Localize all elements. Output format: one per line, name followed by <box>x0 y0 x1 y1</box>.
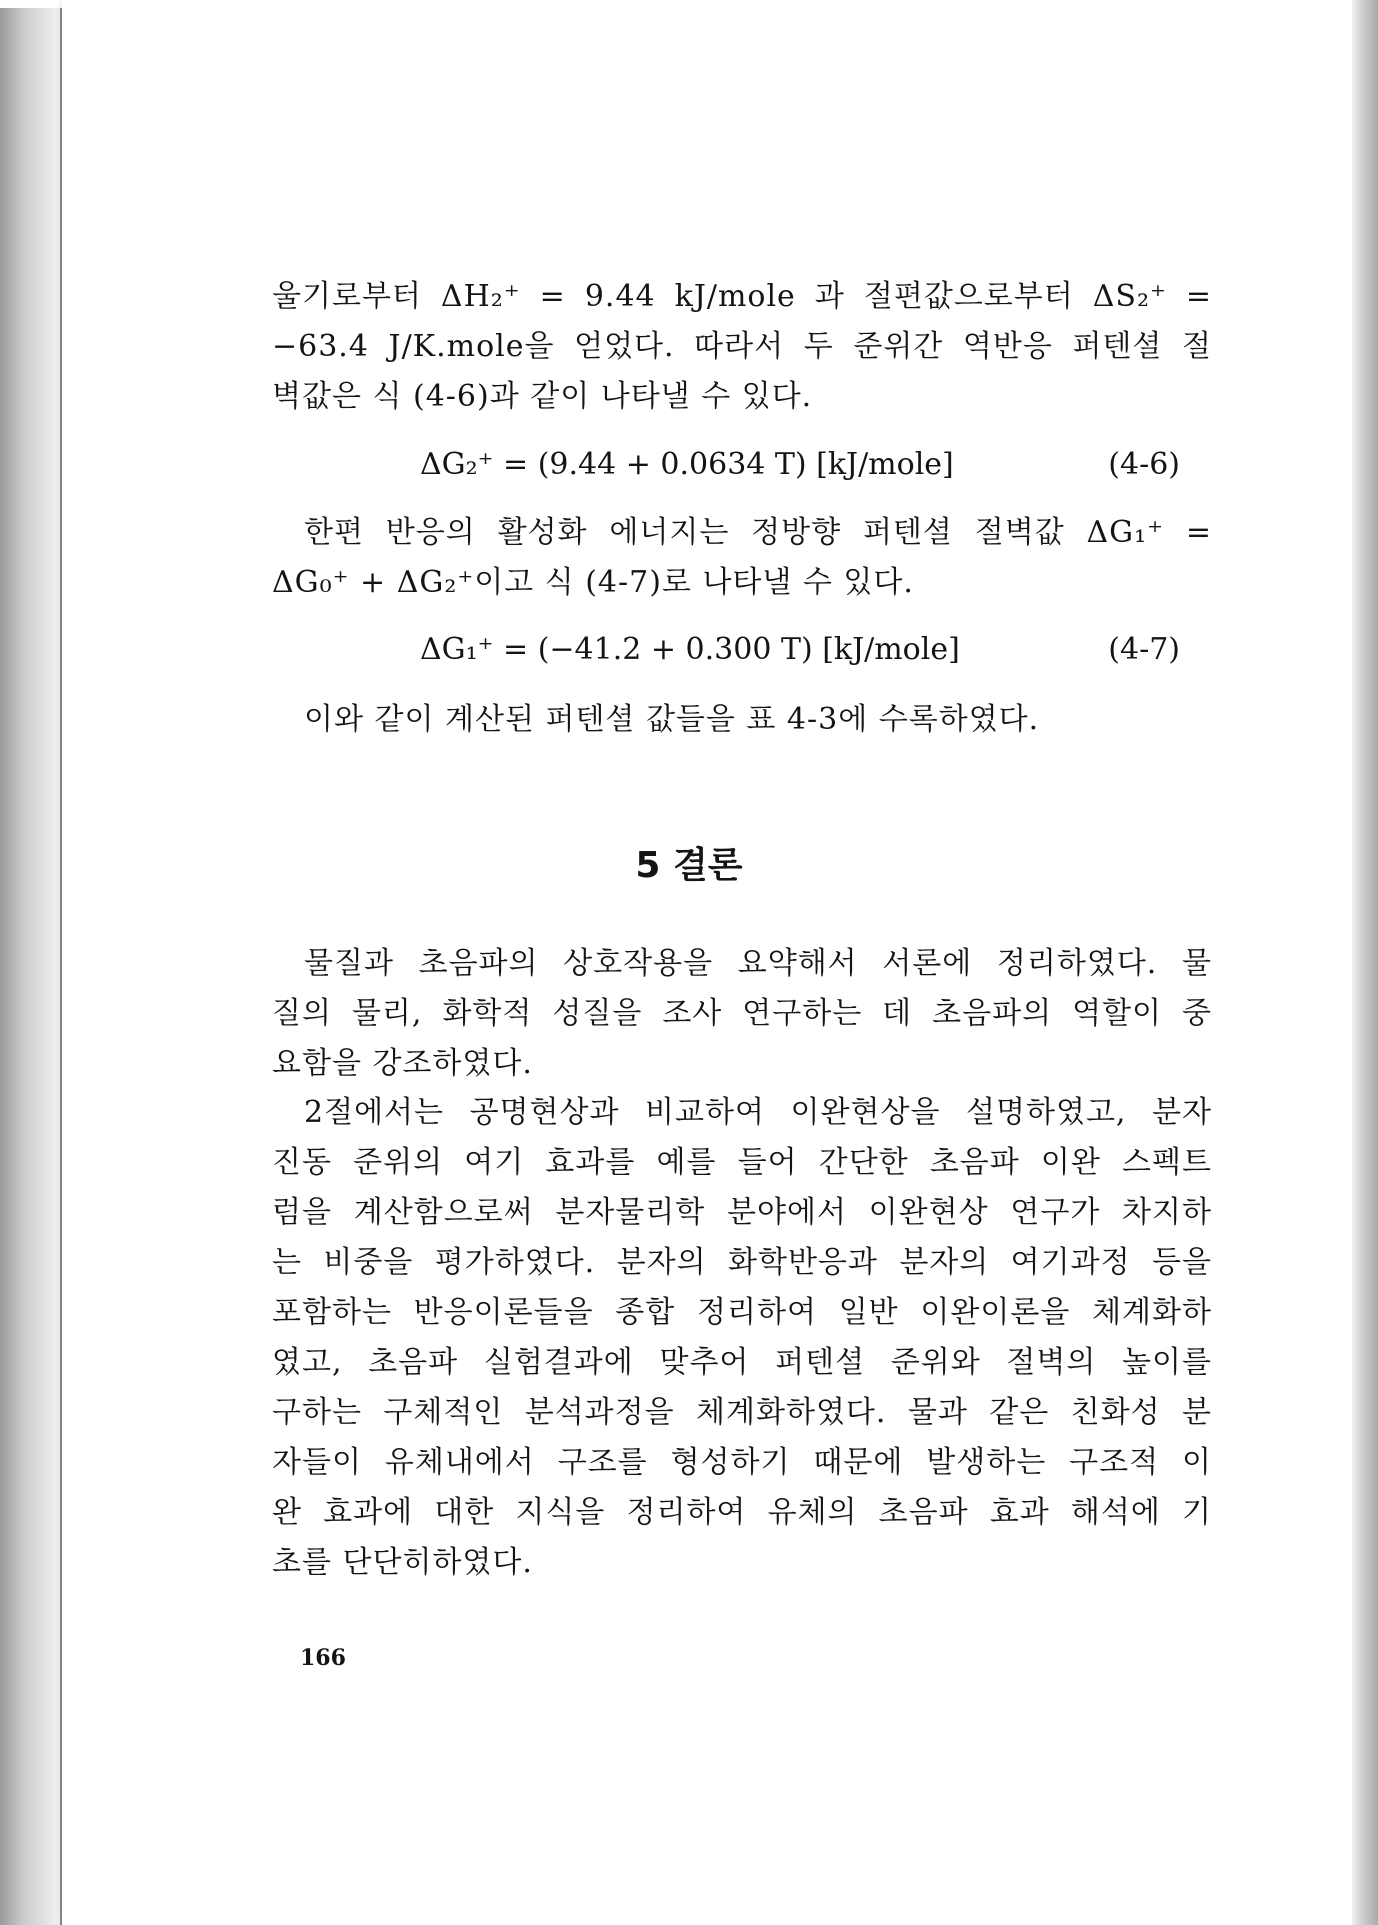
paragraph-line: 럼을 계산함으로써 분자물리학 분야에서 이완현상 연구가 차지하 <box>272 1195 1212 1230</box>
page-stack-left-edge <box>0 8 62 1925</box>
paragraph-line: −63.4 J/K.mole을 얻었다. 따라서 두 준위간 역반응 퍼텐셜 절 <box>272 329 1212 364</box>
paragraph-line: 완 효과에 대한 지식을 정리하여 유체의 초음파 효과 해석에 기 <box>272 1495 1212 1530</box>
equation-4-7 <box>420 630 1180 670</box>
paragraph-line: 진동 준위의 여기 효과를 예를 들어 간단한 초음파 이완 스펙트 <box>272 1145 1212 1180</box>
paragraph-line: 초를 단단히하였다. <box>272 1545 533 1580</box>
paragraph-line: 물질과 초음파의 상호작용을 요약해서 서론에 정리하였다. 물 <box>304 946 1212 981</box>
paragraph-line: 구하는 구체적인 분석과정을 체계화하였다. 물과 같은 친화성 분 <box>272 1395 1212 1430</box>
paragraph-line: 포함하는 반응이론들을 종합 정리하여 일반 이완이론을 체계화하 <box>272 1295 1212 1330</box>
paragraph-line: 는 비중을 평가하였다. 분자의 화학반응과 분자의 여기과정 등을 <box>272 1245 1212 1280</box>
equation-text: ΔG₁⁺ = (−41.2 + 0.300 T) [kJ/mole] <box>420 632 960 667</box>
paragraph-line: 였고, 초음파 실험결과에 맞추어 퍼텐셜 준위와 절벽의 높이를 <box>272 1345 1212 1380</box>
section-heading: 5 결론 <box>635 845 743 886</box>
equation-number: (4-6) <box>1108 447 1180 482</box>
paragraph-line: 울기로부터 ΔH₂⁺ = 9.44 kJ/mole 과 절편값으로부터 ΔS₂⁺ = <box>272 279 1212 314</box>
paragraph-line: 2절에서는 공명현상과 비교하여 이완현상을 설명하였고, 분자 <box>304 1095 1212 1130</box>
equation-text: ΔG₂⁺ = (9.44 + 0.0634 T) [kJ/mole] <box>420 447 954 482</box>
paragraph-line: 요함을 강조하였다. <box>272 1046 533 1081</box>
paragraph-line: 한편 반응의 활성화 에너지는 정방향 퍼텐셜 절벽값 ΔG₁⁺ = <box>304 515 1212 550</box>
paragraph-line: 질의 물리, 화학적 성질을 조사 연구하는 데 초음파의 역할이 중 <box>272 996 1212 1031</box>
paragraph-line: ΔG₀⁺ + ΔG₂⁺이고 식 (4-7)로 나타낼 수 있다. <box>272 565 914 600</box>
page-stack-right-edge <box>1352 0 1378 1925</box>
equation-4-6 <box>420 445 1180 485</box>
paragraph-line: 벽값은 식 (4-6)과 같이 나타낼 수 있다. <box>272 379 813 414</box>
equation-number: (4-7) <box>1108 632 1180 667</box>
page-number: 166 <box>300 1645 346 1671</box>
paragraph-line: 이와 같이 계산된 퍼텐셜 값들을 표 4-3에 수록하였다. <box>304 702 1040 737</box>
paragraph-line: 자들이 유체내에서 구조를 형성하기 때문에 발생하는 구조적 이 <box>272 1445 1212 1480</box>
